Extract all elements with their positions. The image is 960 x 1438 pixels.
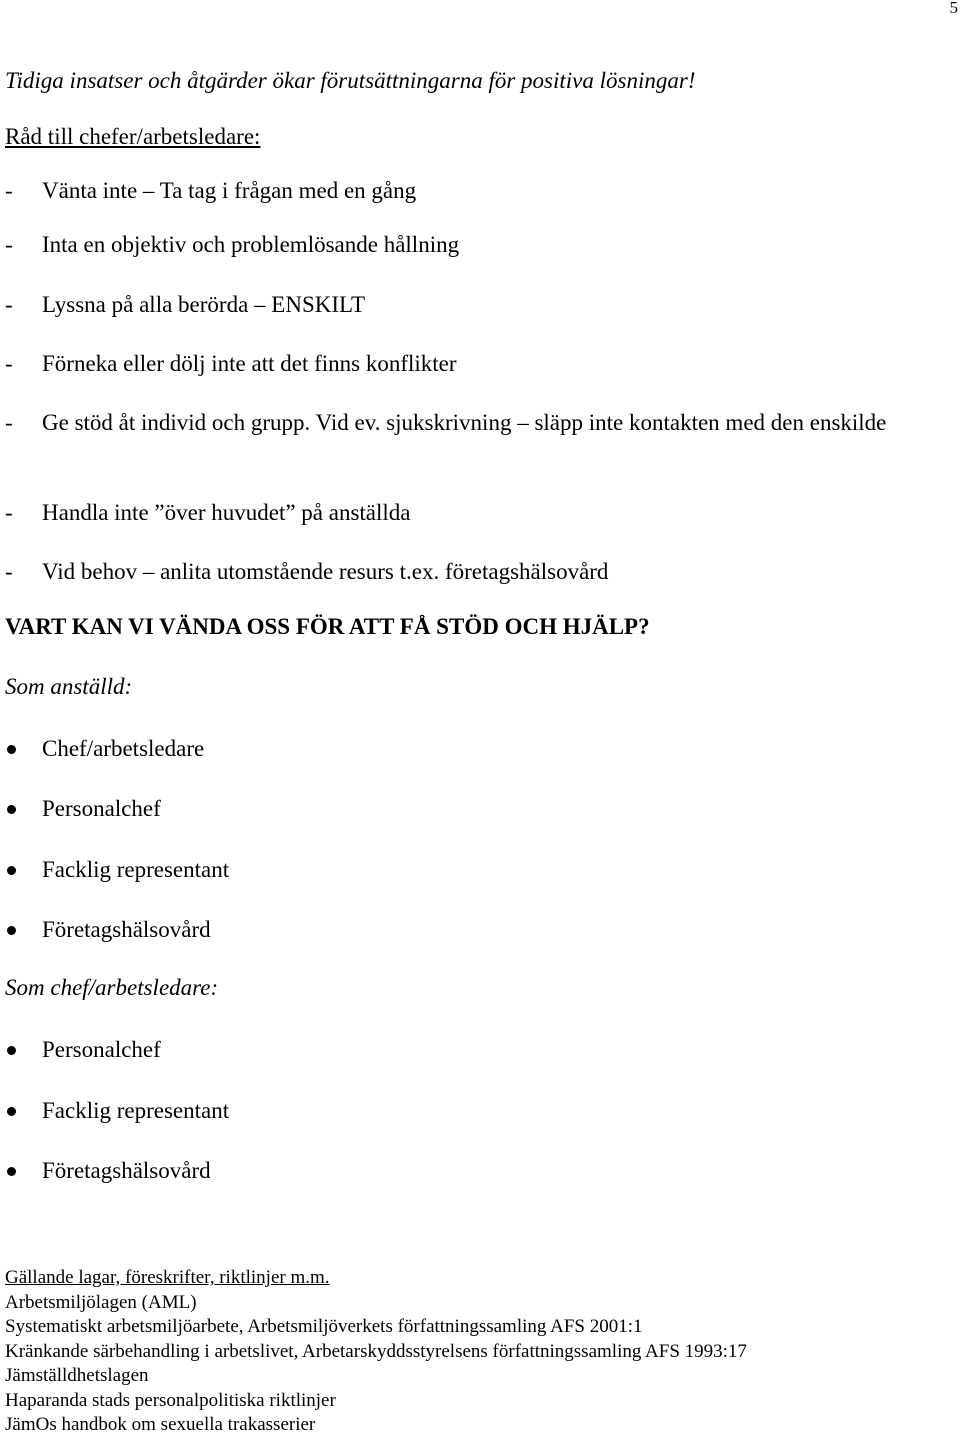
bullet-icon <box>7 866 16 875</box>
advice-item-text: Lyssna på alla berörda – ENSKILT <box>42 292 365 317</box>
advice-item <box>5 408 922 438</box>
bullet-icon <box>7 1046 16 1055</box>
advice-item <box>5 290 365 320</box>
advice-item-text: Handla inte ”över huvudet” på anställda <box>42 500 411 525</box>
dash-marker: - <box>5 410 13 435</box>
advice-item-text: Förneka eller dölj inte att det finns konflikter <box>42 351 457 376</box>
reference-item: Jämställdhetslagen <box>5 1365 149 1386</box>
references-section <box>5 1266 747 1438</box>
advice-item-text: Vänta inte – Ta tag i frågan med en gång <box>42 178 417 203</box>
manager-contact-item <box>5 1096 229 1126</box>
advice-item <box>5 176 416 206</box>
intro-statement: Tidiga insatser och åtgärder ökar förutsättningarna för positiva lösningar! <box>5 68 696 93</box>
bullet-icon <box>7 926 16 935</box>
contact-text: Personalchef <box>42 796 161 821</box>
employee-contact-item <box>5 734 204 764</box>
employee-contact-item <box>5 915 211 945</box>
reference-item: Haparanda stads personalpolitiska riktlinjer <box>5 1389 336 1411</box>
contact-text: Företagshälsovård <box>42 917 211 942</box>
dash-marker: - <box>5 559 13 584</box>
advice-item <box>5 349 457 379</box>
manager-contact-item <box>5 1035 161 1065</box>
page-number: 5 <box>949 0 958 17</box>
references-heading: Gällande lagar, föreskrifter, riktlinjer m.m. <box>5 1267 330 1288</box>
dash-marker: - <box>5 178 13 203</box>
reference-item: Kränkande särbehandling i arbetslivet, Arbetarskyddsstyrelsens författningssamling AFS 1993:17 <box>5 1340 747 1362</box>
employee-contact-item <box>5 794 161 824</box>
employee-heading: Som anställd: <box>5 674 133 699</box>
advice-item-text: Inta en objektiv och problemlösande hållning <box>42 232 460 257</box>
advice-item-text: Vid behov – anlita utomstående resurs t.ex. företagshälsovård <box>42 559 609 584</box>
manager-heading: Som chef/arbetsledare: <box>5 975 219 1000</box>
advice-item <box>5 498 411 528</box>
dash-marker: - <box>5 500 13 525</box>
reference-item: JämOs handbok om sexuella trakasserier <box>5 1414 316 1435</box>
bullet-icon <box>7 1167 16 1176</box>
bullet-icon <box>7 805 16 814</box>
advice-item-text: Ge stöd åt individ och grupp. Vid ev. sjukskrivning – släpp inte kontakten med den enskilde <box>42 410 887 435</box>
support-heading: VART KAN VI VÄNDA OSS FÖR ATT FÅ STÖD OCH HJÄLP? <box>5 614 650 639</box>
bullet-icon <box>7 1107 16 1116</box>
bullet-icon <box>7 745 16 754</box>
advice-item <box>5 557 608 587</box>
dash-marker: - <box>5 232 13 257</box>
contact-text: Chef/arbetsledare <box>42 736 205 761</box>
dash-marker: - <box>5 292 13 317</box>
contact-text: Personalchef <box>42 1037 161 1062</box>
reference-item: Arbetsmiljölagen (AML) <box>5 1291 197 1313</box>
reference-item: Systematiskt arbetsmiljöarbete, Arbetsmiljöverkets författningssamling AFS 2001:1 <box>5 1316 643 1337</box>
advice-heading: Råd till chefer/arbetsledare: <box>5 124 261 149</box>
advice-item <box>5 230 459 260</box>
employee-contact-item <box>5 855 229 885</box>
dash-marker: - <box>5 351 13 376</box>
contact-text: Facklig representant <box>42 857 230 882</box>
manager-contact-item <box>5 1156 211 1186</box>
contact-text: Facklig representant <box>42 1098 230 1123</box>
contact-text: Företagshälsovård <box>42 1158 211 1183</box>
